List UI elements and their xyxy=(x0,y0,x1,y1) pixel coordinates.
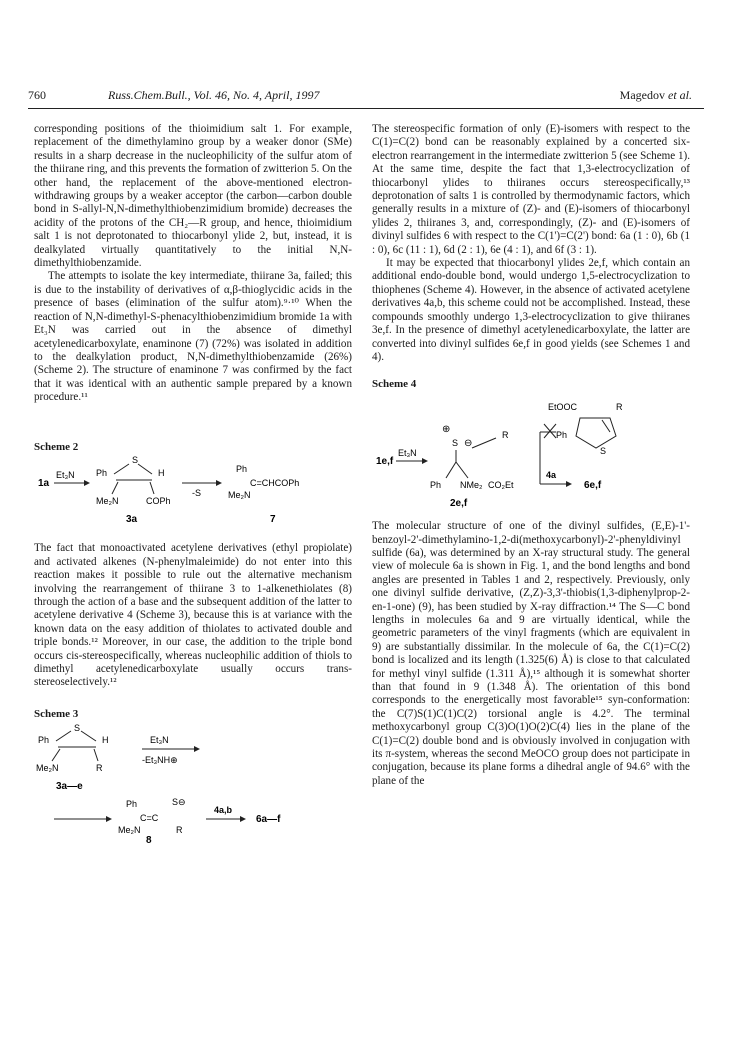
svg-text:-Et₃NH⊕: -Et₃NH⊕ xyxy=(142,755,178,766)
right-column xyxy=(372,123,690,788)
svg-text:Et₃N: Et₃N xyxy=(150,735,169,746)
scheme-4-label-2ef: 2e,f xyxy=(450,497,468,509)
svg-text:4a,b: 4a,b xyxy=(214,805,233,816)
page-number: 760 xyxy=(28,88,46,102)
svg-text:NMe₂: NMe₂ xyxy=(460,479,483,490)
scheme-2-title: Scheme 2 xyxy=(34,440,79,453)
svg-text:S: S xyxy=(452,437,459,448)
svg-text:R: R xyxy=(502,429,509,440)
scheme-3-diagram xyxy=(34,721,352,846)
page-header xyxy=(28,86,704,109)
svg-text:Et₃N: Et₃N xyxy=(398,447,417,458)
svg-text:Me₂N: Me₂N xyxy=(96,495,119,506)
svg-text:-S: -S xyxy=(192,487,201,498)
svg-text:Me₂N: Me₂N xyxy=(118,825,141,836)
left-paragraph-2: The attempts to isolate the key intermediate, thiirane 3a, failed; this is due to the instability of derivatives of α,β-thioglycidic acids in the presence of bases (elimination of the sulfur atom).⁹·¹⁰ When the reaction of N,N-dimethyl-S-phenacylthiobenzimidium bromide 1a with Et₃N was carried out in the absence of dimethyl acetylenedicarboxylate, enaminone (7) (72%) was isolated in addition to the dealkylation product, N,N-dimethylthiobenzamide (26%) (Scheme 2). The structure of enaminone 7 was confirmed by the fact that it was identical with an authentic sample prepared by a known procedure.¹¹ xyxy=(34,270,352,404)
scheme-3-title: Scheme 3 xyxy=(34,707,79,720)
svg-text:H: H xyxy=(102,735,109,746)
svg-text:C=C: C=C xyxy=(140,813,159,824)
left-column xyxy=(34,123,352,851)
scheme-4-title: Scheme 4 xyxy=(372,378,417,391)
left-paragraph-1: corresponding positions of the thioimidium salt 1. For example, replacement of the dimethylamino group by a weaker donor (SMe) results in a sharp decrease in the nucleophilicity of the sulfur atom of the thiirane ring, and this prevents the formation of zwitterion 5. On the other hand, the replacement of the above-mentioned electron-withdrawing groups by a weaker acceptor (the carbon—carbon double bond in S-allyl-N,N-dimethylthiobenzimidium bromide) decreases the acidity of the protons of the CH₂—R group, and hence, thioimidium salt 1 is not deprotonated to thiocarbonyl ylide 2, but, instead, it is dealkylated virtually quantitatively to the initial N,N-dimethylthiobenzamide. xyxy=(34,123,352,270)
svg-text:R: R xyxy=(176,825,183,836)
svg-text:Ph: Ph xyxy=(96,467,108,478)
svg-text:COPh: COPh xyxy=(146,495,171,506)
svg-text:C=CHCOPh: C=CHCOPh xyxy=(250,477,300,488)
svg-text:S: S xyxy=(132,454,139,465)
scheme-3-product: 6a—f xyxy=(256,814,281,826)
svg-text:4a: 4a xyxy=(546,469,557,480)
svg-text:Ph: Ph xyxy=(236,463,248,474)
svg-text:S⊖: S⊖ xyxy=(172,797,186,808)
right-paragraph-3: The molecular structure of one of the divinyl sulfides, (E,E)-1'-benzoyl-2'-dimethylamino-1,2-di(methoxycarbonyl)-2'-phenyldivinyl sulfide (6a), was determined by an X-ray structural study. The general view of molecule 6a is shown in Fig. 1, and the bond lengths and bond angles are presented in Tables 1 and 2, respectively. Previously, only one divinyl sulfide derivative, (Z,Z)-3,3'-thiobis(1,3-diphenylprop-2-en-1-one) (9), has been studied by X-ray diffraction.¹⁴ The S—C bond lengths in molecules 6a and 9 are virtually identical, while the geometric parameters of the vinyl fragments (which are equivalent in 9) are substantially dissimilar. In the molecule of 6a, the C(1)=C(2) bond is localized and its length (1.325(6) Å) is close to that calculated for methyl vinyl sulfide (1.311 Å),¹⁵ although it is somewhat shorter than that found in 9 (1.348 Å). The orientation of this bond corresponds to the energetically most favorable¹⁵ syn-conformation: the C(7)S(1)C(1)C(2) torsional angle is 4.2°. The terminal methoxycarbonyl group C(3)O(1)O(2)C(4) lies in the plane of the C(1)=C(2) double bond and is obviously involved in conjugation with its π-system, whereas the second MeOCO group does not participate in conjugation, because its plane forms a dihedral angle of 94.6° with the plane of the xyxy=(372,520,690,787)
journal-citation: Russ.Chem.Bull., Vol. 46, No. 4, April, 1997 xyxy=(108,88,320,102)
right-paragraph-2: It may be expected that thiocarbonyl ylides 2e,f, which contain an additional endo-double bond, would undergo 1,5-electrocyclization to thiophenes (Scheme 4). However, in the absence of activated acetylene derivatives 4a,b, this scheme could not be accomplished. Instead, these compounds smoothly undergo 1,3-electrocyclization to give thiiranes 3e,f. In the presence of dimethyl acetylenedicarboxylate, the latter are converted into divinyl sulfides 6e,f in good yields (see Schemes 1 and 4). xyxy=(372,257,690,363)
scheme-2-label-7: 7 xyxy=(270,513,276,525)
scheme-2-diagram xyxy=(34,454,352,530)
svg-text:Ph: Ph xyxy=(430,479,442,490)
scheme-2-reagent: Et₃N xyxy=(56,469,75,480)
svg-text:H: H xyxy=(158,467,165,478)
scheme-4-diagram xyxy=(372,392,690,512)
svg-text:S: S xyxy=(600,445,607,456)
svg-text:Me₂N: Me₂N xyxy=(36,763,59,774)
left-paragraph-3: The fact that monoactivated acetylene derivatives (ethyl propiolate) and activated alkenes (N-phenylmaleimide) do not enter into this reaction makes it possible to rule out the alternative mechanism involving the rearrangement of thiirane 3 to 1-alkenethiolates (8) through the action of a base and the subsequent addition of the latter to acetylene derivative 4 (Scheme 3), because this is at variance with the known data on the easy addition of thiolates to activated double and triple bonds.¹² Moreover, in our case, the addition to the triple bond occurs cis-stereospecifically, whereas nucleophilic addition of thiols to dimethyl acetylenedicarboxylate usually occurs trans-stereoselectively.¹² xyxy=(34,542,352,689)
svg-text:⊕: ⊕ xyxy=(442,423,451,435)
svg-text:R: R xyxy=(96,763,103,774)
scheme-2-label-3a: 3a xyxy=(126,513,138,525)
svg-text:⊖: ⊖ xyxy=(464,437,473,449)
svg-text:EtOOC: EtOOC xyxy=(548,401,578,412)
scheme-3-label-8: 8 xyxy=(146,835,152,847)
scheme-2-start: 1a xyxy=(38,477,50,489)
scheme-3-label-3ae: 3a—e xyxy=(56,781,83,793)
svg-text:R: R xyxy=(616,401,623,412)
svg-text:Ph: Ph xyxy=(556,429,568,440)
svg-text:Me₂N: Me₂N xyxy=(228,489,251,500)
svg-text:Ph: Ph xyxy=(38,735,50,746)
scheme-4-start: 1e,f xyxy=(376,455,394,467)
right-paragraph-1: The stereospecific formation of only (E)-isomers with respect to the C(1)=C(2) bond can be reasonably explained by a concerted six-electron rearrangement in the intermediate zwitterion 5 (see Scheme 1). At the same time, despite the fact that 1,3-electrocyclization of thiocarbonyl ylides to thiiranes occurs stereospecifically,¹³ deprotonation of salts 1 is controlled by thermodynamic factors, which generally results in a mixture of (Z)- and (E)-isomers of thiocarbonyl ylides 2, thiiranes 3, and, correspondingly, (Z)- and (E)-isomers of divinyl sulfides 6 with respect to the C(1')=C(2') bond: 6a (1 : 0), 6b (1 : 0), 6c (11 : 1), 6d (2 : 1), 6e (4 : 1), and 6f (3 : 1). xyxy=(372,123,690,256)
svg-text:CO₂Et: CO₂Et xyxy=(488,479,514,490)
svg-text:Ph: Ph xyxy=(126,799,138,810)
svg-text:S: S xyxy=(74,723,81,734)
scheme-4-product: 6e,f xyxy=(584,479,602,491)
running-authors: Magedov et al. xyxy=(619,88,692,102)
